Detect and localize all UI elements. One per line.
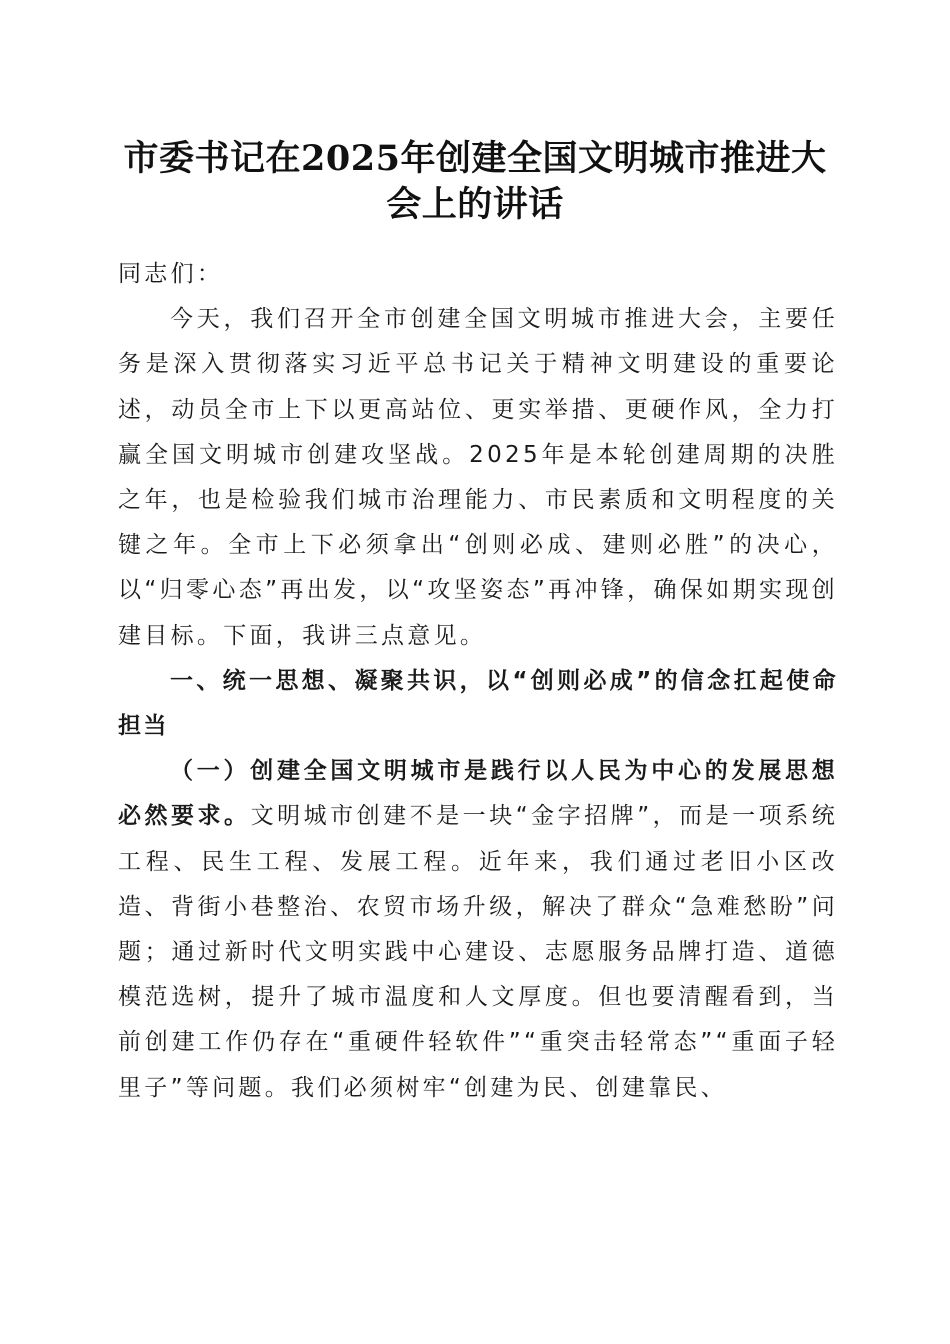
title-line-2: 会上的讲话 <box>386 184 564 225</box>
document-body <box>118 252 838 1111</box>
section-heading-1: 一、统一思想、凝聚共识，以“创则必成”的信念扛起使命担当 <box>118 667 838 740</box>
subsection-body-1: 文明城市创建不是一块“金字招牌”，而是一项系统工程、民生工程、发展工程。近年来，我们通过老旧小区改造、背街小巷整治、农贸市场升级，解决了群众“急难愁盼”问题；通过新时代文明实践中心建设、志愿服务品牌打造、道德模范选树，提升了城市温度和人文厚度。但也要清醒看到，当前创建工作仍存在“重硬件轻软件”“重突击轻常态”“重面子轻里子”等问题。我们必须树牢“创建为民、创建靠民、 <box>118 803 839 1101</box>
title-line-1: 市委书记在2025年创建全国文明城市推进大 <box>123 138 827 179</box>
subsection-paragraph-1 <box>118 749 838 1111</box>
opening-paragraph: 今天，我们召开全市创建全国文明城市推进大会，主要任务是深入贯彻落实习近平总书记关于精神文明建设的重要论述，动员全市上下以更高站位、更实举措、更硬作风，全力打赢全国文明城市创建攻坚战。2025年是本轮创建周期的决胜之年，也是检验我们城市治理能力、市民素质和文明程度的关键之年。全市上下必须拿出“创则必成、建则必胜”的决心，以“归零心态”再出发，以“攻坚姿态”再冲锋，确保如期实现创建目标。下面，我讲三点意见。 <box>118 306 838 649</box>
subsection-heading-1: （一）创建全国文明城市是践行以人民为中心的发展思想必然要求。 <box>118 758 838 830</box>
salutation: 同志们： <box>118 261 224 287</box>
document-title <box>100 136 850 228</box>
